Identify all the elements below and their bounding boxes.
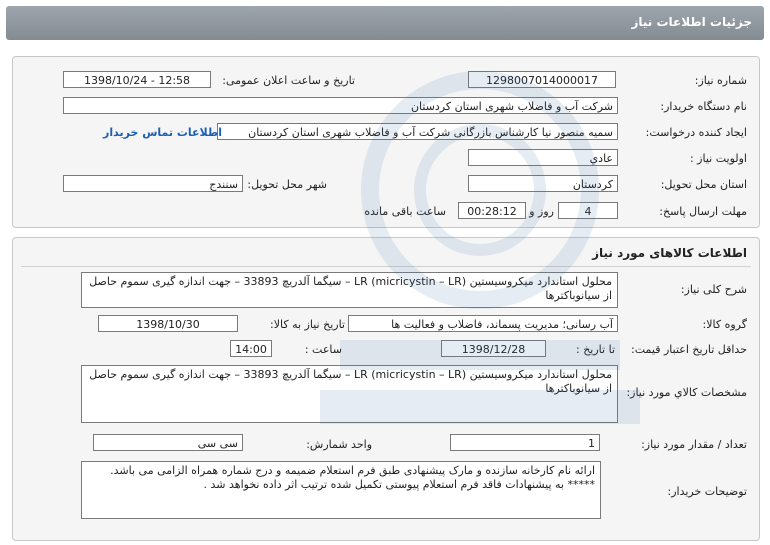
city-label: شهر محل تحویل:: [247, 178, 327, 191]
priority-field[interactable]: عادي: [468, 149, 618, 166]
need-date-label: تاریخ نیاز به کالا:: [270, 318, 345, 331]
unit-field[interactable]: سی سی: [93, 434, 243, 451]
validity-to-date-label: تا تاریخ :: [576, 343, 615, 356]
city-field[interactable]: سنندج: [63, 175, 243, 192]
buyer-org-label: نام دستگاه خریدار:: [660, 100, 747, 113]
section-divider: [21, 266, 751, 267]
summary-label: شرح کلی نیاز:: [680, 283, 747, 296]
buyer-notes-field[interactable]: ارائه نام کارخانه سازنده و مارک پیشنهادی طبق فرم استعلام ضمیمه و درج شماره همراه الزامی می باشد. ***** به پیشنهادات فاقد فرم استعلام پیوستی تکمیل شده ترتیب اثر داده نخواهد شد .: [81, 461, 601, 519]
need-number-label: شماره نیاز:: [694, 74, 747, 87]
priority-label: اولویت نیاز :: [689, 152, 747, 165]
quantity-label: تعداد / مقدار مورد نیاز:: [641, 438, 747, 451]
buyer-notes-label: توضیحات خریدار:: [667, 485, 747, 498]
deadline-days-field[interactable]: 4: [558, 202, 618, 219]
province-field[interactable]: کردستان: [468, 175, 618, 192]
goods-group-label: گروه کالا:: [702, 318, 747, 331]
need-date-field[interactable]: 1398/10/30: [98, 315, 238, 332]
goods-group-field[interactable]: آب رسانی؛ مدیریت پسماند، فاضلاب و فعالیت ها: [348, 315, 618, 332]
validity-label: حداقل تاریخ اعتبار قیمت:: [631, 343, 747, 356]
remaining-label: ساعت باقی مانده: [364, 205, 446, 218]
summary-field[interactable]: محلول استاندارد میکروسیستین LR (micricystin – LR) – سیگما آلدریچ 33893 – جهت اندازه گیری سموم حاصل از سیانوباکترها: [81, 272, 618, 308]
buyer-contact-link[interactable]: اطلاعات تماس خریدار: [103, 126, 223, 139]
validity-time-label: ساعت :: [304, 343, 342, 356]
requester-label: ایجاد کننده درخواست:: [645, 126, 747, 139]
need-number-field[interactable]: 1298007014000017: [468, 71, 616, 88]
announce-datetime-field[interactable]: 1398/10/24 - 12:58: [63, 71, 211, 88]
province-label: استان محل تحویل:: [660, 178, 747, 191]
validity-time-field[interactable]: 14:00: [230, 340, 272, 357]
deadline-time-field[interactable]: 00:28:12: [458, 202, 526, 219]
days-label: روز و: [529, 205, 554, 218]
page-title: جزئيات اطلاعات نياز: [631, 15, 752, 29]
unit-label: واحد شمارش:: [306, 438, 372, 451]
deadline-label: مهلت ارسال پاسخ:: [659, 205, 747, 218]
specs-field[interactable]: محلول استاندارد میکروسیستین LR (micricystin – LR) – سیگما آلدریچ 33893 – جهت اندازه گیری سموم حاصل از سیانوباکترها: [81, 365, 618, 423]
goods-info-panel: [12, 237, 760, 541]
goods-section-title: اطلاعات کالاهای مورد نیاز: [592, 246, 747, 260]
requester-field[interactable]: سمیه منصور نیا کارشناس بازرگانی شرکت آب و فاضلاب شهری استان کردستان: [217, 123, 618, 140]
page-header: [6, 6, 764, 40]
quantity-field[interactable]: 1: [450, 434, 600, 451]
announce-datetime-label: تاریخ و ساعت اعلان عمومی:: [222, 74, 355, 87]
specs-label: مشخصات کالاي مورد نياز:: [626, 386, 747, 399]
buyer-org-field[interactable]: شرکت آب و فاضلاب شهری استان کردستان: [63, 97, 618, 114]
validity-date-field[interactable]: 1398/12/28: [441, 340, 546, 357]
need-info-panel: [12, 56, 760, 228]
